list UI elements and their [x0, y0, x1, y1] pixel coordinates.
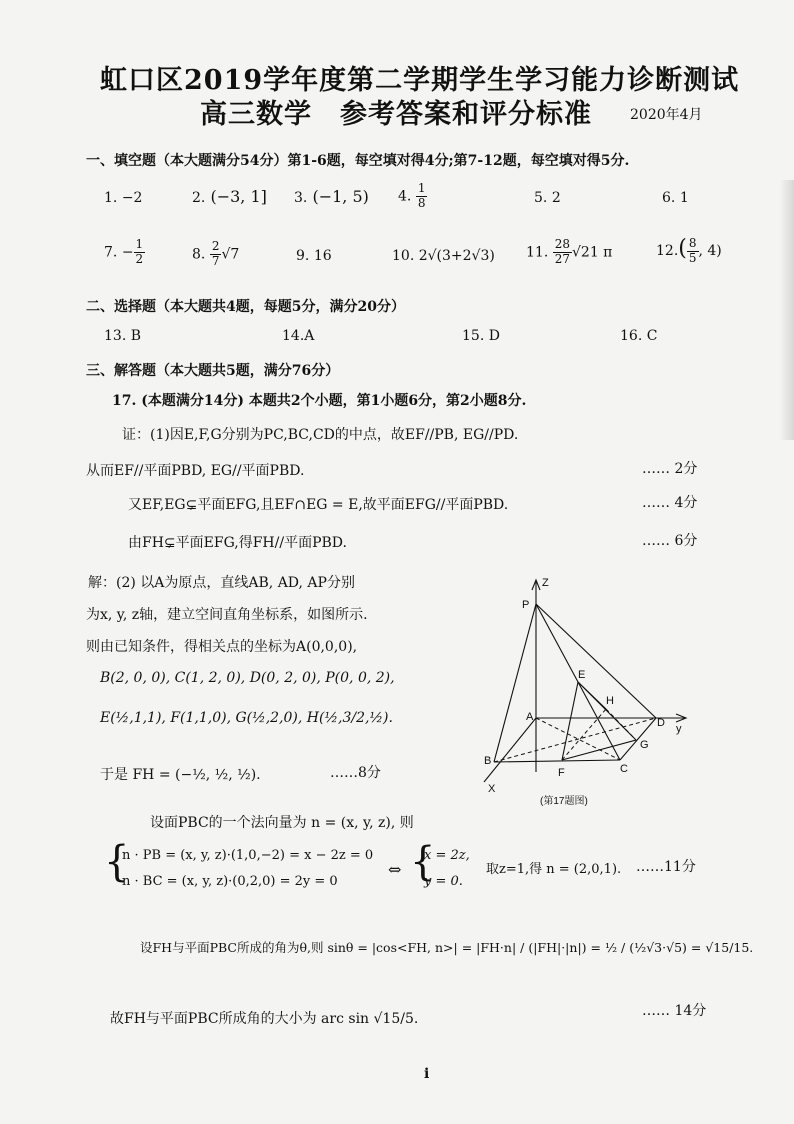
- edge-CD: [620, 718, 656, 760]
- edge-EH: [578, 682, 606, 709]
- label-y: y: [676, 723, 682, 735]
- answer-1: 1. −2: [104, 190, 143, 206]
- label-a: A: [526, 711, 534, 723]
- section3-heading: 三、解答题（本大题共5题，满分76分）: [86, 363, 340, 379]
- label-x: X: [488, 783, 496, 795]
- answer-6: 6. 1: [662, 190, 689, 206]
- answer-7: 7. − $\frac{1}{2}$: [104, 237, 144, 266]
- figure-caption: (第17题图): [540, 796, 588, 807]
- page-number: i: [424, 1066, 430, 1082]
- answer-15: 15. D: [462, 328, 500, 344]
- score-14: …… 14分: [642, 1003, 707, 1019]
- geometry-figure: [470, 572, 700, 808]
- score-11: ……11分: [636, 859, 696, 875]
- q17-conclusion: 故FH与平面PBC所成角的大小为 arc sin √15/5.: [110, 1011, 419, 1027]
- q17-take: 取z=1,得 n = (2,0,1).: [486, 862, 622, 877]
- answer-3: 3. (−1, 5): [294, 187, 369, 206]
- q17-sol-line4: B(2, 0, 0), C(1, 2, 0), D(0, 2, 0), P(0, 0, 2),: [100, 670, 395, 686]
- score-8: ……8分: [330, 765, 381, 781]
- label-p: P: [522, 599, 530, 611]
- label-f: F: [558, 767, 565, 779]
- score-4: …… 4分: [642, 495, 698, 511]
- doc-title-line2: 高三数学 参考答案和评分标准: [200, 99, 592, 130]
- answer-10: 10. 2√(3+2√3): [392, 248, 495, 264]
- equation-1: n · PB = (x, y, z)·(1,0,−2) = x − 2z = 0: [122, 848, 374, 863]
- section1-heading: 一、填空题（本大题满分54分）第1-6题，每空填对得4分;第7-12题，每空填对得5分.: [86, 153, 630, 169]
- answer-8: 8. $\frac{2}{7}$ √7: [192, 239, 240, 268]
- answer-9: 9. 16: [296, 248, 332, 264]
- doc-date: 2020年4月: [630, 107, 703, 123]
- label-h: H: [606, 695, 614, 707]
- q17-proof-line3: 又EF,EG⊊平面EFG,且EF∩EG = E,故平面EFG//平面PBD.: [128, 497, 509, 513]
- equation-2: n · BC = (x, y, z)·(0,2,0) = 2y = 0: [122, 874, 338, 889]
- answer-5: 5. 2: [534, 190, 561, 206]
- answer-2: 2. (−3, 1]: [192, 187, 267, 206]
- q17-proof-line1: 证：(1)因E,F,G分别为PC,BC,CD的中点，故EF//PB, EG//PD.: [122, 427, 519, 443]
- equation-brace: {: [104, 837, 130, 887]
- score-6: …… 6分: [642, 533, 698, 549]
- answer-16: 16. C: [620, 328, 658, 344]
- doc-title-line1: 虹口区2019学年度第二学期学生学习能力诊断测试: [100, 65, 740, 96]
- label-e: E: [578, 669, 586, 681]
- answer-11: 11. $\frac{28}{27}$ √21 π: [526, 237, 613, 266]
- q17-normal-line: 设面PBC的一个法向量为 n = (x, y, z), 则: [150, 815, 414, 831]
- score-2: …… 2分: [642, 461, 698, 477]
- q17-sol-line1: 解：(2) 以A为原点，直线AB, AD, AP分别: [88, 575, 355, 591]
- scan-edge-shadow: [780, 180, 794, 440]
- label-g: G: [640, 739, 649, 751]
- label-b: B: [484, 755, 492, 767]
- label-z: Z: [542, 577, 549, 589]
- q17-proof-line4: 由FH⊊平面EFG,得FH//平面PBD.: [128, 535, 347, 551]
- section2-heading: 二、选择题（本大题共4题，每题5分，满分20分）: [86, 299, 405, 315]
- answer-12: 12.( $\frac{8}{5}$ , 4): [656, 235, 722, 265]
- equation-brace-2: {: [410, 839, 436, 885]
- label-c: C: [620, 763, 628, 775]
- label-d: D: [657, 717, 665, 729]
- equivalence-arrow: ⇔: [388, 860, 402, 879]
- q17-sol-line6: 于是 FH = (−½, ½, ½).: [100, 767, 261, 783]
- edge-PB: [494, 604, 536, 762]
- equation-3: x = 2z,: [424, 848, 470, 863]
- edge-PD: [536, 604, 656, 718]
- q17-sol-line5: E(½,1,1), F(1,1,0), G(½,2,0), H(½,3/2,½).: [100, 710, 393, 726]
- edge-EF: [562, 682, 578, 760]
- q17-angle-line: 设FH与平面PBC所成的角为θ,则 sinθ = |cos<FH, n>| = |FH·n| / (|FH|·|n|) = ½ / (½√3·√5) = √15/15.: [140, 940, 754, 955]
- edge-BC: [494, 760, 620, 762]
- equation-4: y = 0.: [424, 874, 463, 889]
- x-axis: [484, 718, 536, 782]
- answer-13: 13. B: [104, 328, 142, 344]
- answer-4: 4. $\frac{1}{8}$: [398, 181, 426, 210]
- q17-intro: 17. (本题满分14分) 本题共2个小题，第1小题6分，第2小题8分.: [112, 393, 527, 409]
- q17-proof-line2: 从而EF//平面PBD, EG//平面PBD.: [86, 463, 305, 479]
- q17-sol-line2: 为x, y, z轴，建立空间直角坐标系，如图所示.: [86, 607, 368, 623]
- q17-sol-line3: 则由已知条件，得相关点的坐标为A(0,0,0),: [86, 639, 358, 655]
- answer-14: 14.A: [282, 328, 315, 344]
